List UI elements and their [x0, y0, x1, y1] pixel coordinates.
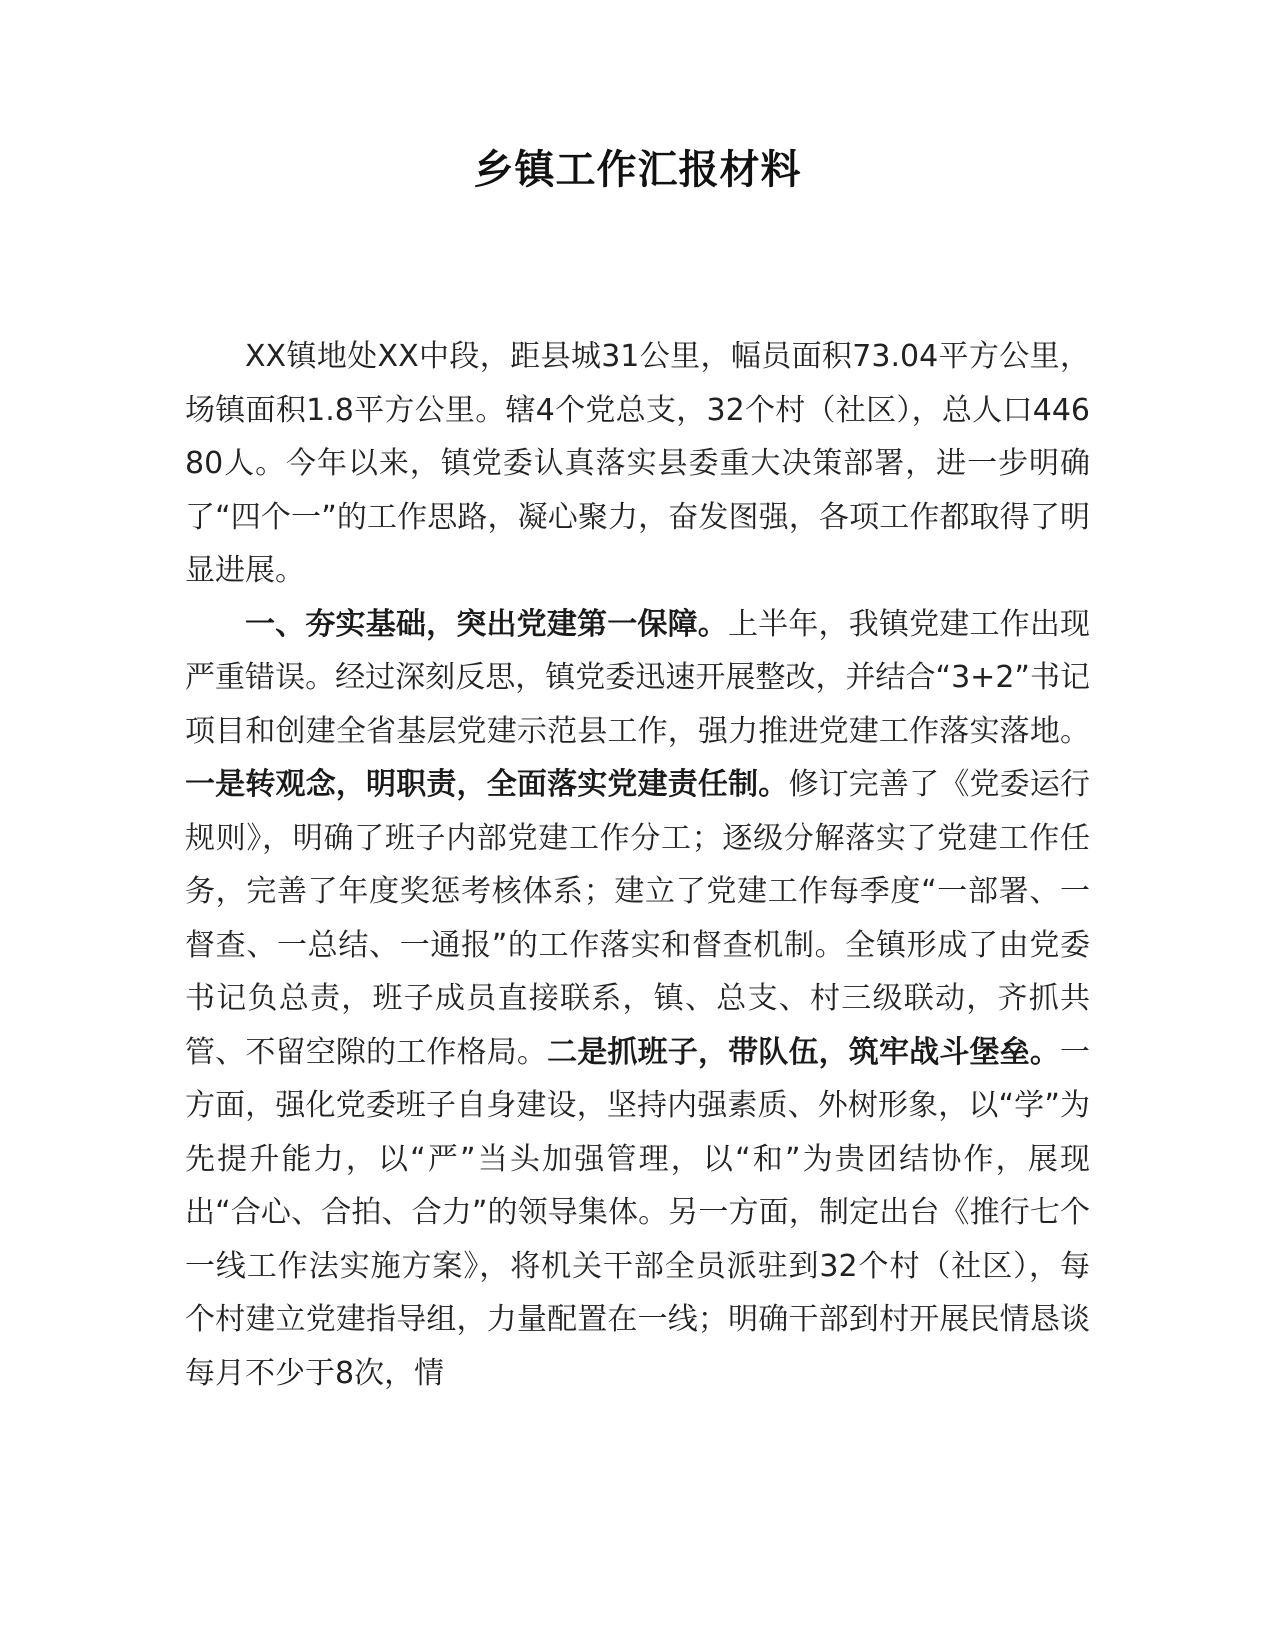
section-1-paragraph [185, 598, 1090, 1401]
section-1-text-c: 一方面，强化党委班子自身建设，坚持内强素质、外树形象，以“学”为先提升能力，以“严”当头加强管理，以“和”为贵团结协作，展现出“合心、合拍、合力”的领导集体。另一方面，制定出台《推行七个一线工作法实施方案》，将机关干部全员派驻到32个村（社区），每个村建立党建指导组，力量配置在一线；明确干部到村开展民情恳谈每月不少于8次，情 [185, 1034, 1091, 1391]
section-1-text-b: 修订完善了《党委运行规则》，明确了班子内部党建工作分工；逐级分解落实了党建工作任务，完善了年度奖惩考核体系；建立了党建工作每季度“一部署、一督查、一总结、一通报”的工作落实和督查机制。全镇形成了由党委书记负总责，班子成员直接联系，镇、总支、村三级联动，齐抓共管、不留空隙的工作格局。 [185, 767, 1091, 1070]
document-body [185, 330, 1090, 1400]
section-1-text-a: 上半年，我镇党建工作出现严重错误。经过深刻反思，镇党委迅速开展整改，并结合“3+2”书记项目和创建全省基层党建示范县工作，强力推进党建工作落实落地。 [185, 606, 1091, 749]
document-title: 乡镇工作汇报材料 [473, 147, 802, 193]
intro-paragraph: XX镇地处XX中段，距县城31公里，幅员面积73.04平方公里，场镇面积1.8平方公里。辖4个党总支，32个村（社区），总人口44680人。今年以来，镇党委认真落实县委重大决策部署，进一步明确了“四个一”的工作思路，凝心聚力，奋发图强，各项工作都取得了明显进展。 [185, 339, 1090, 588]
point-1-heading: 一是转观念，明职责，全面落实党建责任制。 [185, 767, 789, 802]
section-1-heading: 一、夯实基础，突出党建第一保障。 [245, 606, 728, 642]
point-2-heading: 二是抓班子，带队伍，筑牢战斗堡垒。 [547, 1034, 1061, 1070]
